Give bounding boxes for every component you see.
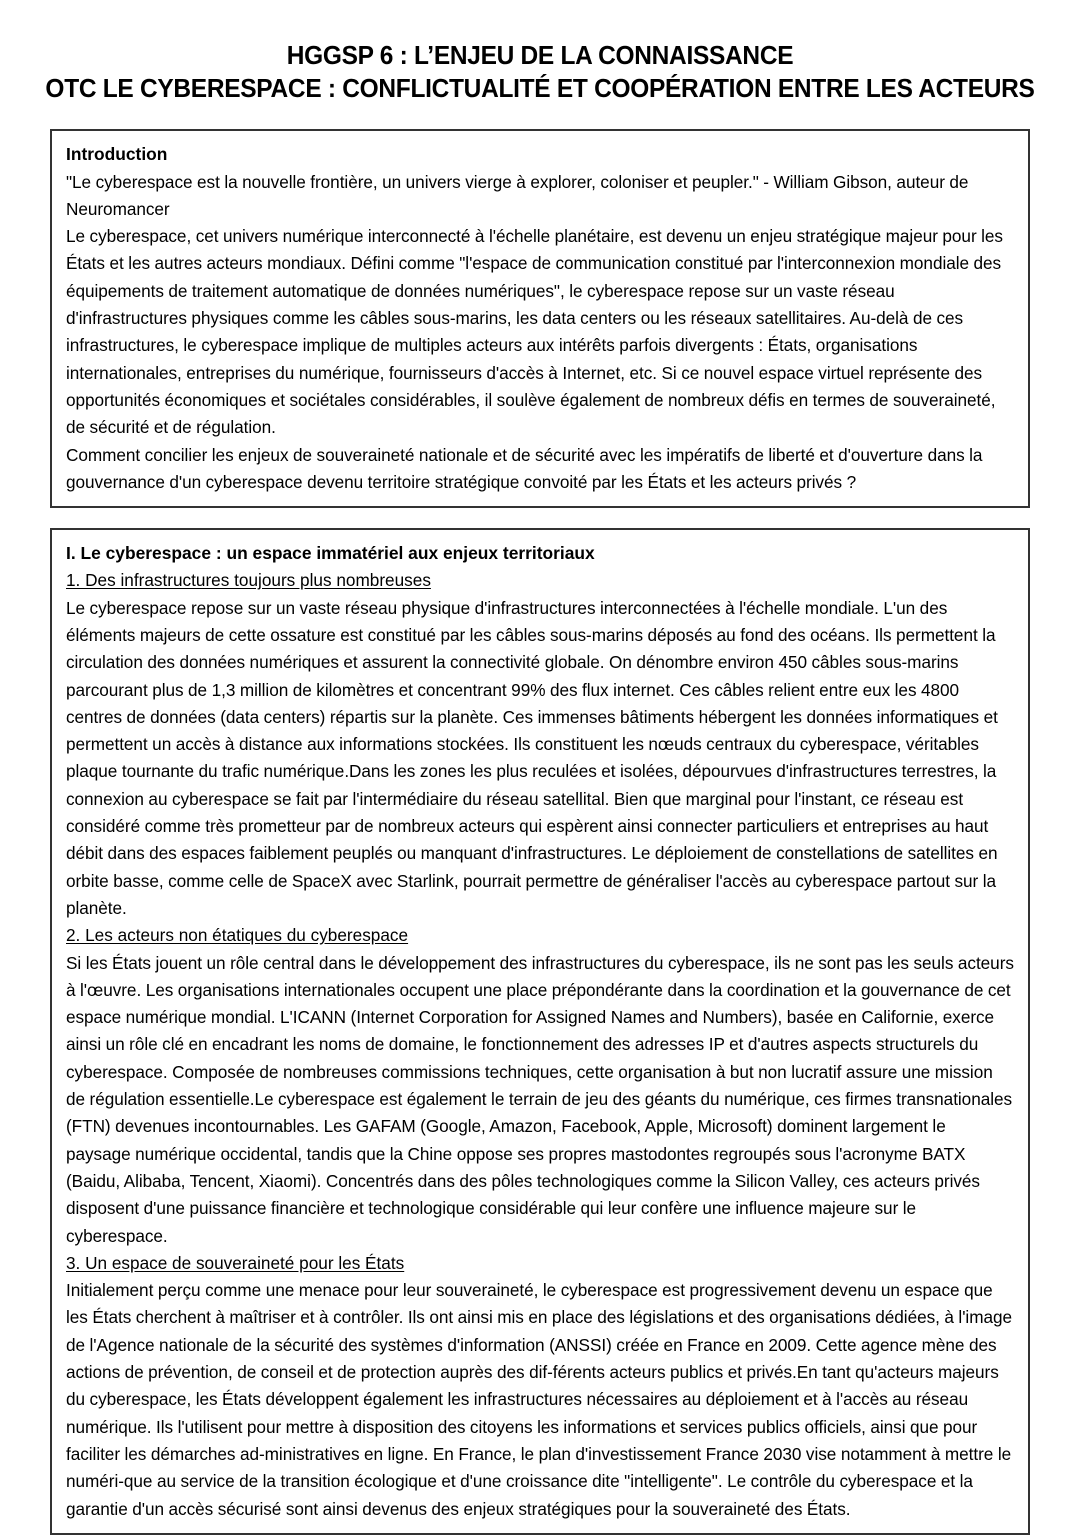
introduction-problematique: Comment concilier les enjeux de souveraineté nationale et de sécurité avec les impératifs de liberté et d'ouverture dans la gouvernance d'un cyberespace devenu territoire stratégique convoité par les États et les acteurs privés ? (66, 444, 983, 492)
part-one-heading: I. Le cyberespace : un espace immatériel aux enjeux territoriaux (66, 543, 595, 564)
subsection-heading-2: 2. Les acteurs non étatiques du cyberespace (66, 925, 409, 946)
subsection-text-3: Initialement perçu comme une menace pour leur souveraineté, le cyberespace est progressivement devenu un espace que les États cherchent à maîtriser et à contrôler. Ils ont ainsi mis en place des législations et des organisations dédiées, à l'image de l'Agence nationale de la sécurité des systèmes d'information (ANSSI) créée en France en 2009. Cette agence mène des actions de prévention, de conseil et de protection auprès des dif-férents acteurs publics et privés.En tant qu'acteurs majeurs du cyberespace, les États développent également les infrastructures nécessaires au déploiement et à l'accès au réseau numérique. Ils l'utilisent pour mettre à disposition des citoyens les informations et services publics officiels, ainsi que pour faciliter les démarches ad-ministratives en ligne. En France, le plan d'investissement France 2030 vise notamment à mettre le numéri-que au service de la transition écologique et d'une croissance dite "intelligente". Le contrôle du cyberespace et la garantie d'un accès sécurisé sont ainsi devenus des enjeux stratégiques pour la souveraineté des États. (66, 1280, 1012, 1519)
introduction-quote: "Le cyberespace est la nouvelle frontière, un univers vierge à explorer, coloniser et peupler." - William Gibson, auteur de Neuromancer (66, 171, 969, 219)
introduction-heading: Introduction (66, 144, 168, 165)
subsection-text-2: Si les États jouent un rôle central dans le développement des infrastructures du cyberespace, ils ne sont pas les seuls acteurs à l'œuvre. Les organisations internationales occupent une place prépondérante dans la coordination et la gouvernance de cet espace numérique mondial. L'ICANN (Internet Corporation for Assigned Names and Numbers), basée en Californie, exerce ainsi un rôle clé en encadrant les noms de domaine, le fonctionnement des adresses IP et d'autres aspects structurels du cyberespace. Composée de nombreuses commissions techniques, cette organisation à but non lucratif assure une mission de régulation essentielle.Le cyberespace est également le terrain de jeu des géants du numérique, ces firmes transnationales (FTN) devenues incontournables. Les GAFAM (Google, Amazon, Facebook, Apple, Microsoft) dominent largement le paysage numérique occidental, tandis que la Chine oppose ses propres mastodontes regroupés sous l'acronyme BATX (Baidu, Alibaba, Tencent, Xiaomi). Concentrés dans des pôles technologiques comme la Silicon Valley, ces acteurs privés disposent d'une puissance financière et technologique considérable qui leur confère une influence majeure sur le cyberespace. (66, 952, 1014, 1246)
page-title (22, 0, 1059, 105)
part-one-box (50, 528, 1030, 1535)
introduction-paragraph: Le cyberespace, cet univers numérique interconnecté à l'échelle planétaire, est devenu un enjeu stratégique majeur pour les États et les autres acteurs mondiaux. Défini comme "l'espace de communication constitué par l'interconnexion mondiale des équipements de traitement automatique de données numériques", le cyberespace repose sur un vaste réseau d'infrastructures physiques comme les câbles sous-marins, les data centers ou les réseaux satellitaires. Au-delà de ces infrastructures, le cyberespace implique de multiples acteurs aux intérêts parfois divergents : États, organisations internationales, entreprises du numérique, fournisseurs d'accès à Internet, etc. Si ce nouvel espace virtuel représente des opportunités économiques et sociétales considérables, il soulève également de nombreux défis en termes de souveraineté, de sécurité et de régulation. (66, 226, 1003, 438)
subsection-text-1: Le cyberespace repose sur un vaste réseau physique d'infrastructures interconnectées à l'échelle mondiale. L'un des éléments majeurs de cette ossature est constitué par les câbles sous-marins déposés au fond des océans. Ils permettent la circulation des données numériques et assurent la connectivité globale. On dénombre environ 450 câbles sous-marins parcourant plus de 1,3 million de kilomètres et concentrant 99% des flux internet. Ces câbles relient entre eux les 4800 centres de données (data centers) répartis sur la planète. Ces immenses bâtiments hébergent les données informatiques et permettent un accès à distance aux informations stockées. Ils constituent les nœuds centraux du cyberespace, véritables plaque tournante du trafic numérique.Dans les zones les plus reculées et isolées, dépourvues d'infrastructures terrestres, la connexion au cyberespace se fait par l'intermédiaire du réseau satellital. Bien que marginal pour l'instant, ce réseau est considéré comme très prometteur par de nombreux acteurs qui espèrent ainsi connecter particuliers et entreprises au haut débit dans des espaces faiblement peuplés ou manquant d'infrastructures. Le déploiement de constellations de satellites en orbite basse, comme celle de SpaceX avec Starlink, pourrait permettre de généraliser l'accès au cyberespace partout sur la planète. (66, 597, 998, 918)
subsection-heading-3: 3. Un espace de souveraineté pour les États (66, 1252, 405, 1273)
introduction-box (50, 129, 1030, 508)
page-title-line-1: HGGSP 6 : L’ENJEU DE LA CONNAISSANCE (286, 42, 794, 70)
subsection-heading-1: 1. Des infrastructures toujours plus nombreuses (66, 570, 431, 591)
page-title-line-2: OTC LE CYBERESPACE : CONFLICTUALITÉ ET COOPÉRATION ENTRE LES ACTEURS (45, 74, 1035, 103)
